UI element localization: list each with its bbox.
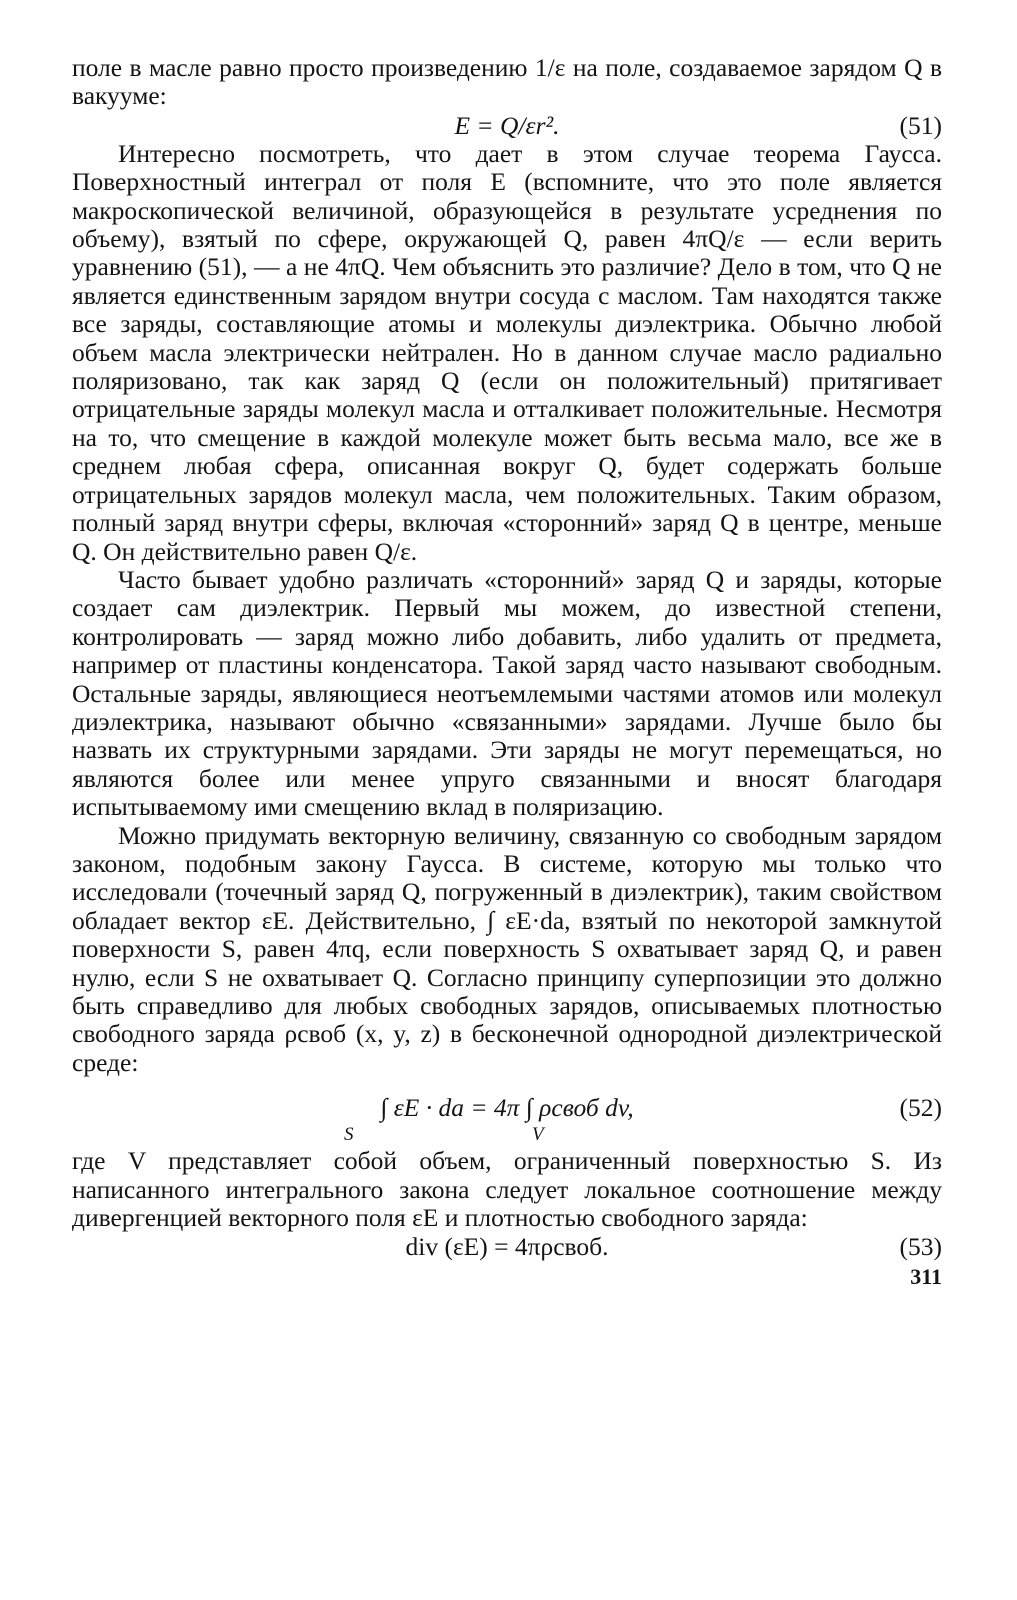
- paragraph-gauss: Интересно посмотреть, что дает в этом случае теорема Гаусса. Поверхностный интеграл от поля E (вспомните, что это поле является макроскопической величиной, образующейся в результате усреднения по объему), взятый по сфере, окружающей Q, равен 4πQ/ε — если верить уравнению (51), — а не 4πQ. Чем объяснить это различие? Дело в том, что Q не является единственным зарядом внутри сосуда с маслом. Там находятся также все заряды, составляющие атомы и молекулы диэлектрика. Обычно любой объем масла электрически нейтрален. Но в данном случае масло радиально поляризовано, так как заряд Q (если он положительный) притягивает отрицательные заряды молекул масла и отталкивает положительные. Несмотря на то, что смещение в каждой молекуле может быть весьма мало, все же в среднем любая сфера, описанная вокруг Q, будет содержать больше отрицательных зарядов молекул масла, чем положительных. Таким образом, полный заряд внутри сферы, включая «сторонний» заряд Q в центре, меньше Q. Он действительно равен Q/ε.: [72, 138, 942, 566]
- paragraph-free-charge: Часто бывает удобно различать «сторонний» заряд Q и заряды, которые создает сам диэлектрик. Первый мы можем, до известной степени, контролировать — заряд можно либо добавить, либо удалить от предмета, например от пластины конденсатора. Такой заряд часто называют свободным. Остальные заряды, являющиеся неотъемлемыми частями атомов или молекул диэлектрика, называют обычно «связанными» зарядами. Лучше было бы назвать их структурными зарядами. Эти заряды не могут перемещаться, но являются более или менее упруго связанными и вносят благодаря испытываемому ими смещению вклад в поляризацию.: [72, 564, 942, 822]
- equation-51-number: (51): [899, 110, 942, 140]
- equation-52-body: ∫ εE · da = 4π ∫ ρсвоб dv,: [380, 1093, 634, 1123]
- equation-52-volume-subscript: V: [532, 1124, 544, 1146]
- equation-53-body: div (εE) = 4πρсвоб.: [405, 1232, 609, 1262]
- page-body: [72, 54, 942, 1294]
- equation-53-number: (53): [899, 1232, 942, 1262]
- paragraph-vector: Можно придумать векторную величину, связанную со свободным зарядом законом, подобным закону Гаусса. В системе, которую мы только что исследовали (точечный заряд Q, погруженный в диэлектрик), таким свойством обладает вектор εE. Действительно, ∫ εE·da, взятый по некоторой замкнутой поверхности S, равен 4πq, если поверхность S охватывает заряд Q, и равен нулю, если S не охватывает Q. Согласно принципу суперпозиции это должно быть справедливо для любых свободных зарядов, описываемых плотностью свободного заряда ρсвоб (x, y, z) в бесконечной однородной диэлектрической среде:: [72, 820, 942, 1077]
- equation-51: [72, 111, 942, 140]
- paragraph-intro: поле в масле равно просто произведению 1/ε на поле, создаваемое зарядом Q в вакууме:: [72, 53, 942, 111]
- equation-52-number: (52): [899, 1093, 942, 1123]
- equation-52: [72, 1077, 942, 1147]
- equation-52-surface-subscript: S: [344, 1124, 354, 1146]
- paragraph-local: где V представляет собой объем, ограниченный поверхностью S. Из написанного интегрального закона следует локальное соотношение между дивергенцией векторного поля εE и плотностью свободного заряда:: [72, 1146, 942, 1233]
- equation-53: [72, 1232, 942, 1264]
- equation-51-body: E = Q/εr².: [454, 110, 560, 140]
- page-number: 311: [910, 1264, 942, 1290]
